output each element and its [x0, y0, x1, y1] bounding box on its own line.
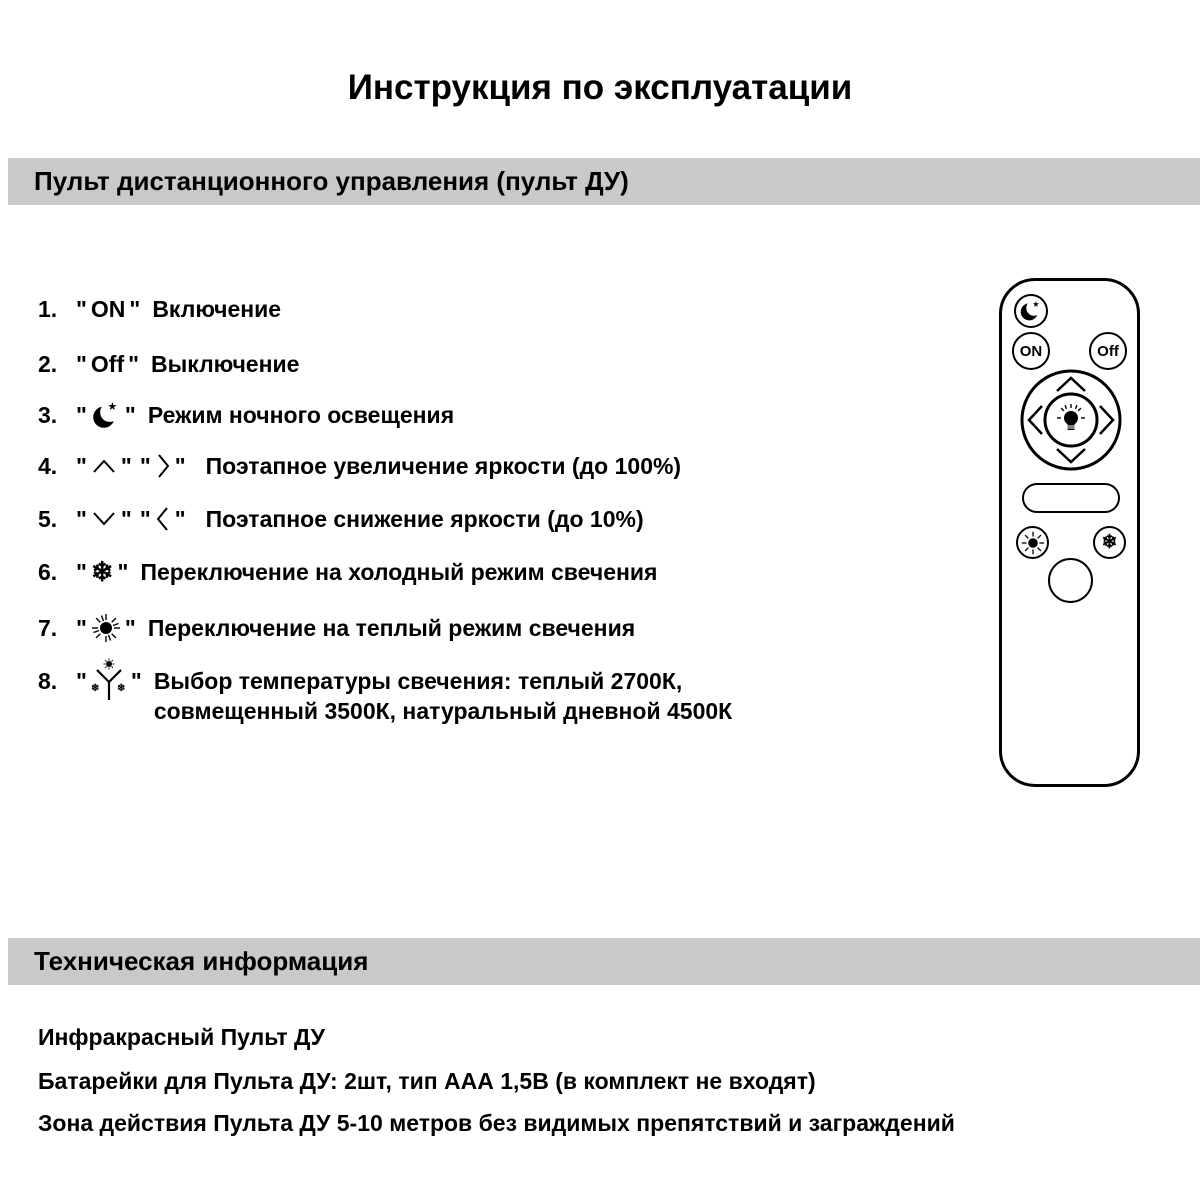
svg-text:❄: ❄	[90, 683, 100, 694]
svg-text:❄: ❄	[116, 683, 126, 694]
sun-icon	[1021, 531, 1045, 555]
item-number: 5.	[38, 505, 58, 532]
remote-on-label: ON	[1019, 342, 1043, 360]
remote-on-button	[1012, 332, 1050, 370]
on-label: ON	[90, 296, 126, 322]
svg-text:★: ★	[108, 401, 117, 413]
dpad-left-chevron	[1029, 406, 1042, 434]
quote-mark: "	[174, 505, 186, 532]
bulb-icon	[1057, 404, 1085, 430]
item-text: Переключение на холодный режим свечения	[140, 559, 658, 585]
quote-mark: "	[76, 452, 87, 479]
quote-mark: "	[76, 351, 87, 377]
page-title: Инструкция по эксплуатации	[347, 68, 853, 107]
section-header-tech-label: Техническая информация	[34, 946, 369, 976]
quote-mark: "	[139, 452, 151, 479]
remote-warm-mode-button	[1016, 526, 1049, 559]
list-item-night-mode	[38, 399, 454, 431]
item-number: 3.	[38, 401, 58, 428]
svg-text:★: ★	[1032, 301, 1039, 309]
quote-mark: "	[174, 452, 186, 479]
item-number: 7.	[38, 614, 58, 641]
item-text: Выключение	[151, 351, 300, 377]
quote-mark: "	[76, 401, 87, 428]
color-temperature-icon	[91, 666, 127, 696]
item-number: 1.	[38, 296, 58, 322]
snowflake-icon: ❄	[1101, 532, 1118, 553]
chevron-down-icon	[91, 510, 117, 528]
dpad-right-chevron	[1100, 406, 1113, 434]
remote-off-label: Off	[1097, 342, 1119, 360]
quote-mark: "	[117, 559, 129, 585]
chevron-up-icon	[91, 457, 117, 475]
quote-mark: "	[76, 505, 87, 532]
sun-icon	[91, 613, 121, 643]
quote-mark: "	[124, 614, 136, 641]
section-header-remote	[8, 158, 1200, 205]
list-item-on	[38, 296, 281, 323]
item-number: 2.	[38, 351, 58, 377]
item-text: Поэтапное снижение яркости (до 10%)	[205, 505, 644, 532]
remote-round-button	[1048, 558, 1093, 603]
remote-cold-mode-button	[1093, 526, 1126, 559]
quote-mark: "	[76, 668, 87, 694]
quote-mark: "	[76, 614, 87, 641]
quote-mark: "	[128, 351, 140, 377]
quote-mark: "	[120, 452, 132, 479]
quote-mark: "	[139, 505, 151, 532]
remote-dpad	[1019, 368, 1123, 472]
moon-icon	[91, 399, 121, 431]
section-header-remote-label: Пульт дистанционного управления (пульт ДУ)	[34, 166, 629, 196]
dpad-down-chevron	[1057, 449, 1085, 462]
list-item-brightness-down	[38, 505, 644, 533]
quote-mark: "	[76, 296, 87, 322]
remote-night-mode-button	[1014, 294, 1048, 328]
list-item-off	[38, 351, 299, 378]
quote-mark: "	[120, 505, 132, 532]
remote-control-illustration	[999, 278, 1140, 787]
item-text: Режим ночного освещения	[147, 401, 455, 428]
list-item-color-temperature	[38, 666, 732, 726]
item-text: Включение	[152, 296, 282, 322]
quote-mark: "	[76, 559, 87, 585]
section-header-tech	[8, 938, 1200, 985]
tech-line-range: Зона действия Пульта ДУ 5-10 метров без видимых препятствий и заграждений	[38, 1110, 955, 1136]
chevron-right-icon	[155, 452, 171, 480]
remote-off-button	[1089, 332, 1127, 370]
list-item-cold-mode	[38, 559, 657, 586]
quote-mark: "	[130, 668, 142, 694]
tech-line-ir: Инфракрасный Пульт ДУ	[38, 1024, 325, 1050]
snowflake-icon: ❄	[90, 557, 114, 587]
item-text: Поэтапное увеличение яркости (до 100%)	[205, 452, 682, 479]
tech-line-batteries: Батарейки для Пульта ДУ: 2шт, тип ААА 1,5В (в комплект не входят)	[38, 1068, 816, 1094]
quote-mark: "	[124, 401, 136, 428]
item-text: Переключение на теплый режим свечения	[147, 614, 636, 641]
item-number: 8.	[38, 668, 58, 694]
off-label: Off	[90, 351, 125, 377]
chevron-left-icon	[155, 505, 171, 533]
item-text	[154, 666, 732, 726]
item-text-line2: совмещенный 3500К, натуральный дневной 4500К	[153, 698, 733, 724]
dpad-up-chevron	[1057, 378, 1085, 391]
list-item-warm-mode	[38, 613, 635, 643]
list-item-brightness-up	[38, 452, 681, 480]
quote-mark: "	[129, 296, 141, 322]
item-text-line1: Выбор температуры свечения: теплый 2700К,	[153, 668, 683, 694]
item-number: 6.	[38, 559, 58, 585]
remote-pill-button	[1022, 483, 1120, 513]
moon-icon	[1019, 299, 1043, 323]
item-number: 4.	[38, 452, 58, 479]
